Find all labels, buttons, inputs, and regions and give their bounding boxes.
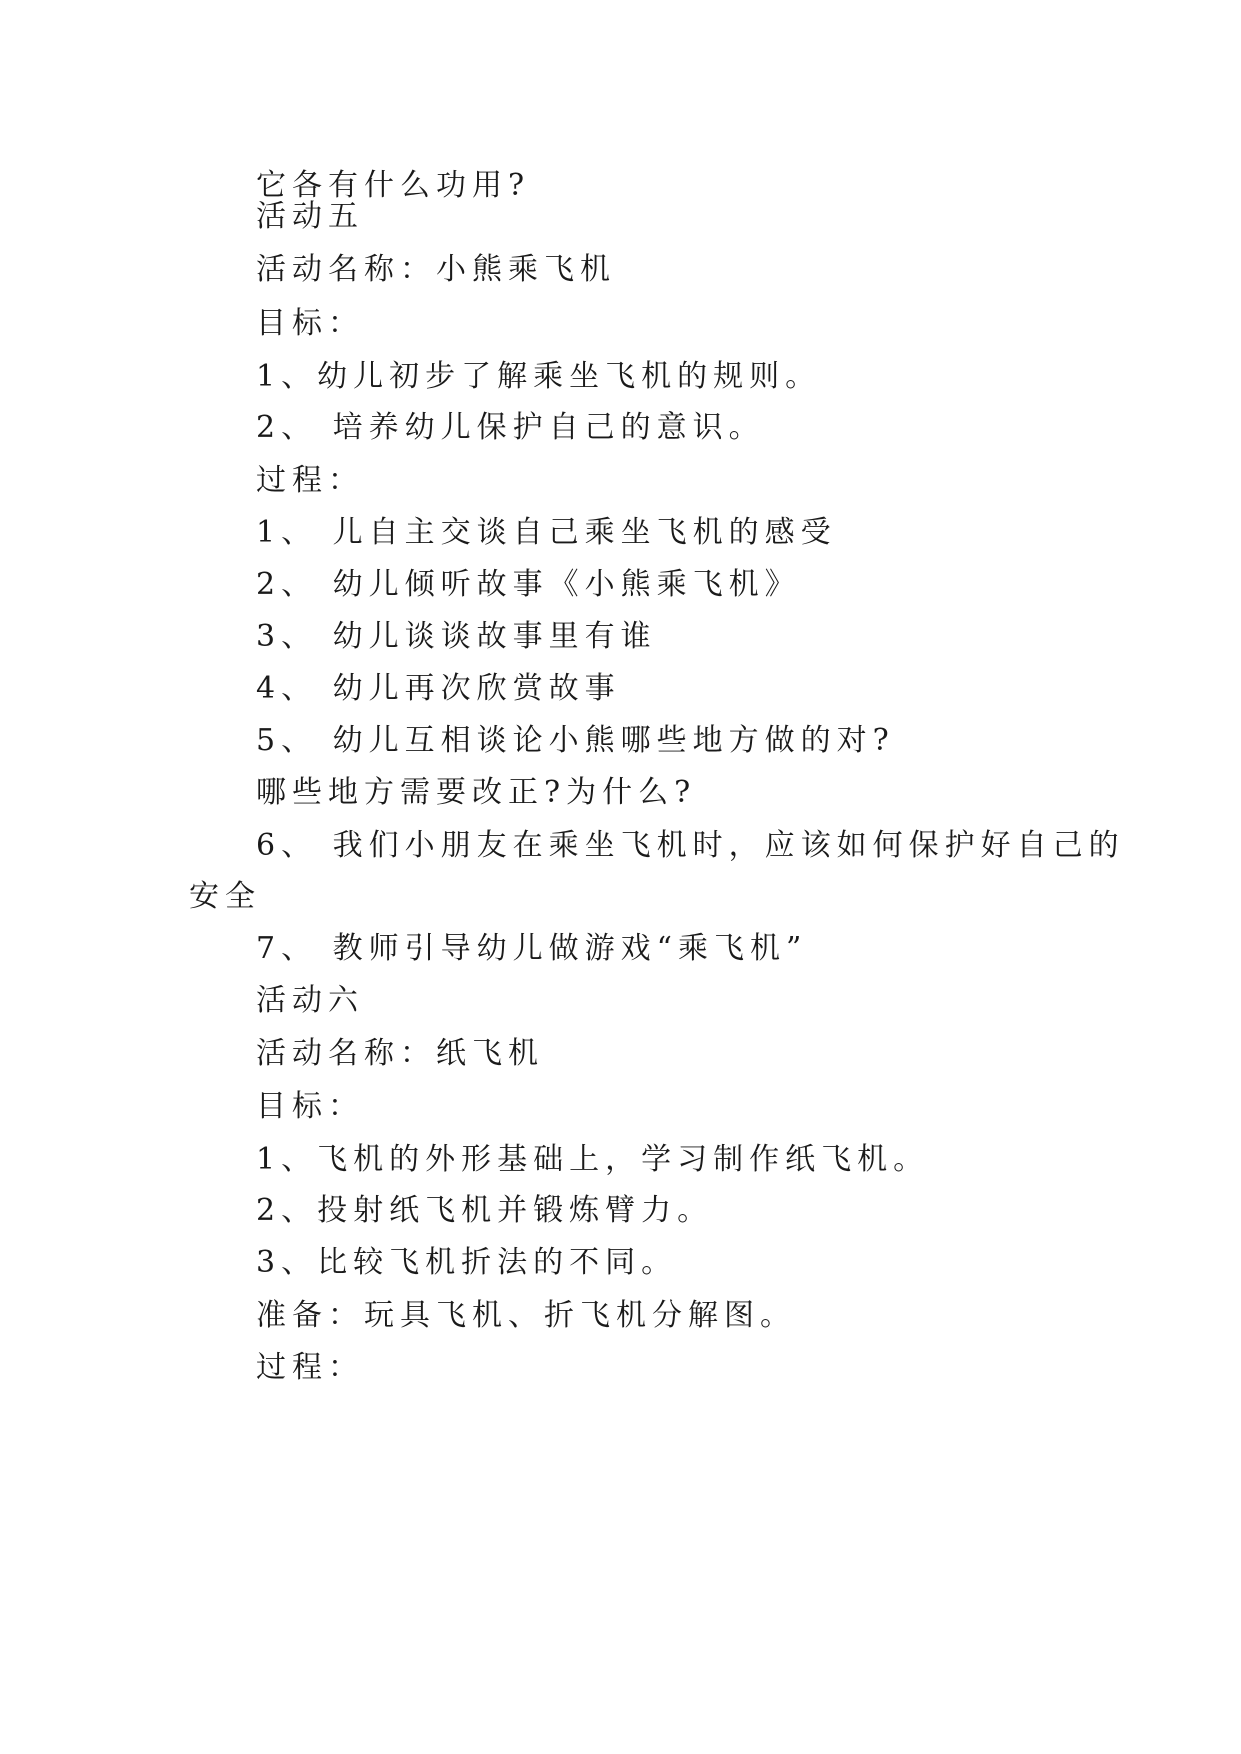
section-heading-activity-6: 活动六 [256, 983, 364, 1018]
goal-item-1-b: 1、飞机的外形基础上，学习制作纸飞机。 [256, 1142, 930, 1177]
text-line-1: 它各有什么功用? [256, 168, 531, 203]
goals-heading-2: 目标： [256, 1089, 364, 1124]
process-item-6: 6、 我们小朋友在乘坐飞机时，应该如何保护好自己的 [256, 828, 1125, 863]
process-item-4: 4、 幼儿再次欣赏故事 [256, 671, 621, 706]
preparation-line: 准备：玩具飞机、折飞机分解图。 [256, 1298, 796, 1333]
activity-name-line: 活动名称：小熊乘飞机 [256, 252, 616, 287]
process-item-2: 2、 幼儿倾听故事《小熊乘飞机》 [256, 567, 801, 602]
process-item-3: 3、 幼儿谈谈故事里有谁 [256, 619, 657, 654]
activity-name-line-2: 活动名称：纸飞机 [256, 1036, 544, 1071]
goals-heading: 目标： [256, 306, 364, 341]
section-heading-activity-5: 活动五 [256, 199, 364, 234]
process-item-5: 5、 幼儿互相谈论小熊哪些地方做的对? [256, 723, 895, 758]
goal-item-1: 1、幼儿初步了解乘坐飞机的规则。 [256, 359, 822, 394]
goal-item-3-b: 3、比较飞机折法的不同。 [256, 1245, 678, 1280]
process-item-7: 7、 教师引导幼儿做游戏“乘飞机” [256, 931, 808, 966]
process-item-5-continued: 哪些地方需要改正?为什么? [256, 775, 697, 810]
process-heading: 过程： [256, 463, 364, 498]
goal-item-2: 2、 培养幼儿保护自己的意识。 [256, 410, 765, 445]
process-heading-2: 过程： [256, 1350, 364, 1385]
goal-item-2-b: 2、投射纸飞机并锻炼臂力。 [256, 1193, 714, 1228]
process-item-1: 1、 儿自主交谈自己乘坐飞机的感受 [256, 515, 837, 550]
process-item-6-continued: 安全 [189, 879, 261, 914]
